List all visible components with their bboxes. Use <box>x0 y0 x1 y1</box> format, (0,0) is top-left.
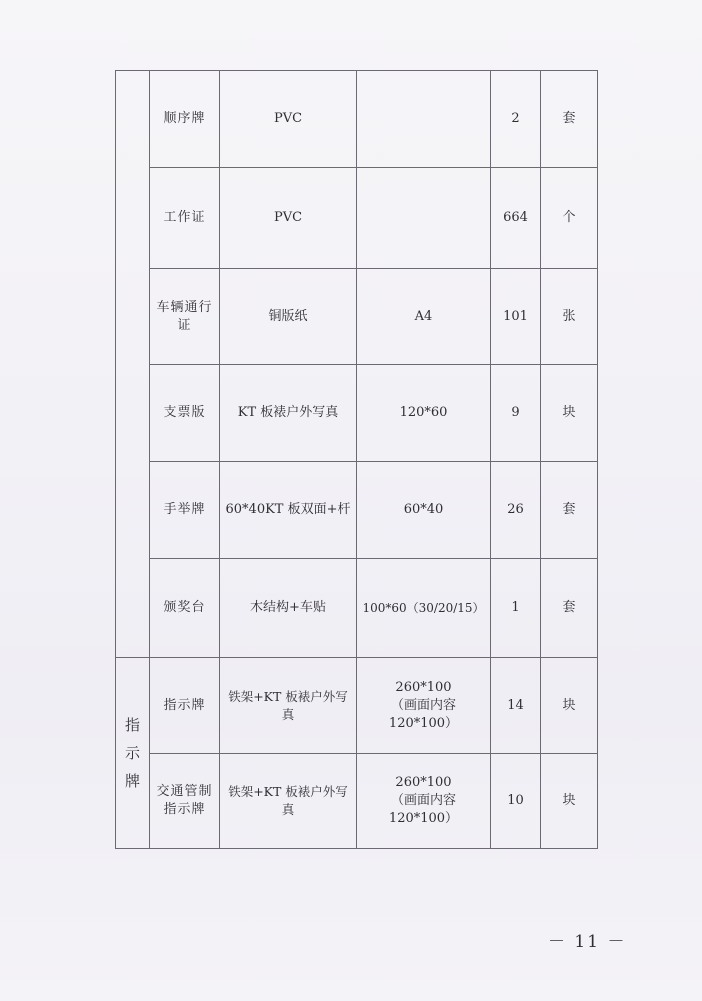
quantity-cell: 101 <box>491 269 541 365</box>
item-name-cell: 颁奖台 <box>150 559 220 658</box>
unit-cell: 套 <box>541 559 598 658</box>
size-cell: 60*40 <box>357 462 491 559</box>
table-row <box>116 559 598 658</box>
size-cell: 120*60 <box>357 365 491 462</box>
item-name-cell: 指示牌 <box>150 658 220 754</box>
material-cell: 铁架+KT 板裱户外写真 <box>220 754 357 849</box>
item-name-cell: 顺序牌 <box>150 71 220 168</box>
materials-table <box>115 70 598 849</box>
quantity-cell: 26 <box>491 462 541 559</box>
quantity-cell: 664 <box>491 168 541 269</box>
size-cell: A4 <box>357 269 491 365</box>
page-number: － 11 － <box>548 932 627 952</box>
table-row <box>116 71 598 168</box>
unit-cell: 块 <box>541 658 598 754</box>
material-cell: 铁架+KT 板裱户外写真 <box>220 658 357 754</box>
quantity-cell: 9 <box>491 365 541 462</box>
unit-cell: 套 <box>541 462 598 559</box>
table-row <box>116 462 598 559</box>
item-name-cell: 支票版 <box>150 365 220 462</box>
size-cell: 100*60（30/20/15） <box>357 559 491 658</box>
item-name-cell: 工作证 <box>150 168 220 269</box>
table-row <box>116 365 598 462</box>
quantity-cell: 14 <box>491 658 541 754</box>
unit-cell: 个 <box>541 168 598 269</box>
material-cell: KT 板裱户外写真 <box>220 365 357 462</box>
table-row <box>116 754 598 849</box>
table-row <box>116 168 598 269</box>
item-name-cell: 交通管制指示牌 <box>150 754 220 849</box>
unit-cell: 块 <box>541 365 598 462</box>
size-cell <box>357 71 491 168</box>
table-row <box>116 658 598 754</box>
quantity-cell: 10 <box>491 754 541 849</box>
size-cell: 260*100 （画面内容 120*100） <box>357 658 491 754</box>
unit-cell: 张 <box>541 269 598 365</box>
material-cell: 木结构+车贴 <box>220 559 357 658</box>
item-name-cell: 车辆通行证 <box>150 269 220 365</box>
item-name-cell: 手举牌 <box>150 462 220 559</box>
category-cell-blank <box>116 71 150 658</box>
category-label: 指示牌 <box>124 716 140 790</box>
unit-cell: 块 <box>541 754 598 849</box>
size-cell: 260*100 （画面内容 120*100） <box>357 754 491 849</box>
material-cell: 60*40KT 板双面+杆 <box>220 462 357 559</box>
material-cell: 铜版纸 <box>220 269 357 365</box>
material-cell: PVC <box>220 71 357 168</box>
quantity-cell: 1 <box>491 559 541 658</box>
table-row <box>116 269 598 365</box>
quantity-cell: 2 <box>491 71 541 168</box>
size-cell <box>357 168 491 269</box>
category-cell <box>116 658 150 849</box>
material-cell: PVC <box>220 168 357 269</box>
unit-cell: 套 <box>541 71 598 168</box>
